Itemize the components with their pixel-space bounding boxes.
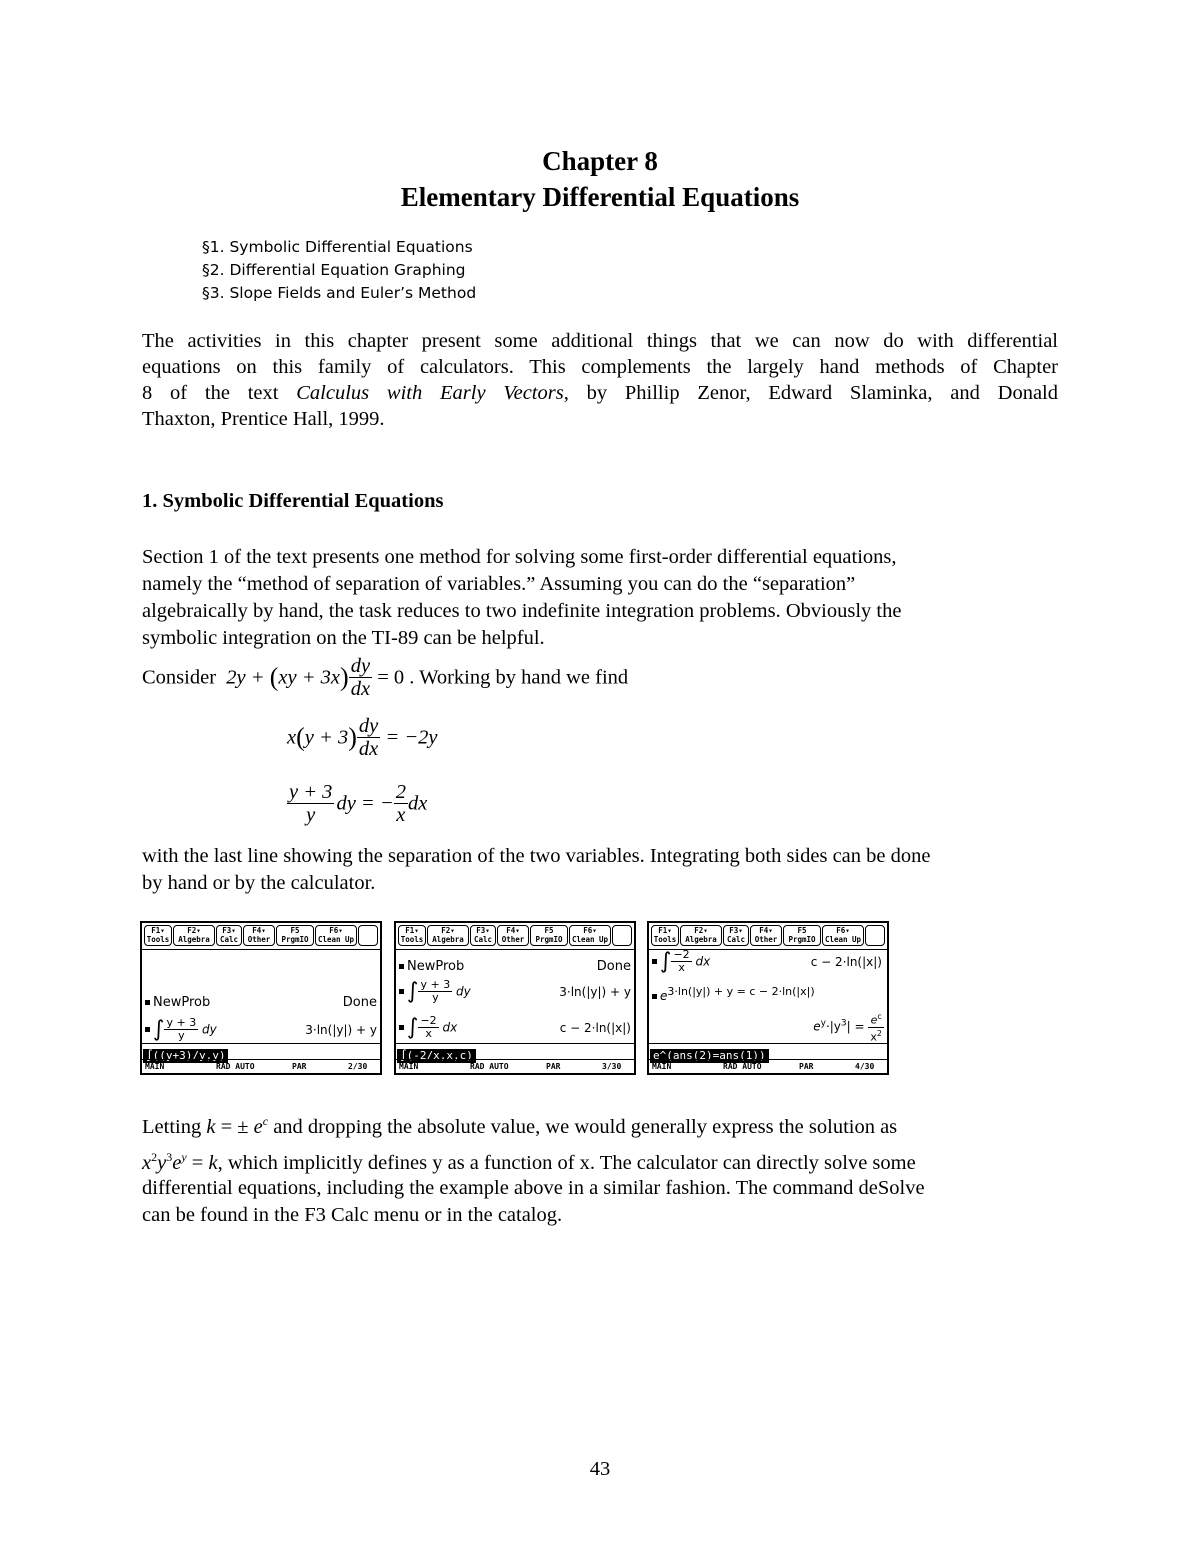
after-eq-line-2: by hand or by the calculator. bbox=[142, 872, 376, 894]
intro-line-2: equations on this family of calculators. This complements the largely hand methods of Chapter bbox=[142, 356, 1058, 378]
f5-key[interactable]: F5 PrgmIO bbox=[783, 925, 821, 946]
section-p1-line-4: symbolic integration on the TI-89 can be helpful. bbox=[142, 627, 545, 649]
section-p1-line-2: namely the “method of separation of variables.” Assuming you can do the “separation” bbox=[142, 573, 856, 595]
f5-key[interactable]: F5 PrgmIO bbox=[276, 925, 314, 946]
history-row-1: NewProb Done bbox=[399, 959, 631, 974]
status-bar: MAIN RAD AUTO PAR 4/30 bbox=[649, 1059, 887, 1073]
intro-line-3: 8 of the text Calculus with Early Vectors, by Phillip Zenor, Edward Slaminka, and Donald bbox=[142, 382, 1058, 404]
f7-key[interactable] bbox=[865, 925, 885, 946]
f2-key[interactable]: F2▾ Algebra bbox=[427, 925, 469, 946]
final-p-line-1: Letting k = ± $e^c$ and dropping the absolute value, we would generally express the solution as bbox=[142, 1114, 898, 1138]
final-p-line-4: can be found in the F3 Calc menu or in the catalog. bbox=[142, 1204, 563, 1226]
toc-item-1: §1. Symbolic Differential Equations bbox=[202, 238, 473, 256]
status-bar: MAIN RAD AUTO PAR 3/30 bbox=[396, 1059, 634, 1073]
f6-key[interactable]: F6▾ Clean Up bbox=[569, 925, 611, 946]
f3-key[interactable]: F3▾ Calc bbox=[723, 925, 749, 946]
section-p1-line-1: Section 1 of the text presents one method for solving some first-order differential equations, bbox=[142, 546, 897, 568]
f1-key[interactable]: F1▾ Tools bbox=[398, 925, 426, 946]
f3-key[interactable]: F3▾ Calc bbox=[216, 925, 242, 946]
final-p-line-3: differential equations, including the example above in a similar fashion. The command deSolve bbox=[142, 1177, 925, 1199]
history-row-2: ∫ $\frac{y + 3}{y}$ dy 3·ln(|y|) + y bbox=[399, 979, 631, 1004]
f6-key[interactable]: F6▾ Clean Up bbox=[315, 925, 357, 946]
final-p-line-2: $x^2y^3e^y = k$, which implicitly defines y as a function of x. The calculator can directly solve some bbox=[142, 1150, 916, 1174]
f7-key[interactable] bbox=[612, 925, 632, 946]
f2-key[interactable]: F2▾ Algebra bbox=[680, 925, 722, 946]
equation-1: x(y + 3) $\frac{dy}{dx}$ = −2y bbox=[287, 715, 438, 760]
calc-toolbar bbox=[649, 923, 887, 950]
intro-line-1: The activities in this chapter present some additional things that we can now do with differential bbox=[142, 330, 1058, 352]
consider-line: Consider 2y + (xy + 3x) $\frac{dy}{dx}$ = 0 . Working by hand we find bbox=[142, 655, 629, 700]
f4-key[interactable]: F4▾ Other bbox=[750, 925, 782, 946]
entry-line[interactable]: ∫((y+3)/y,y) bbox=[142, 1043, 380, 1059]
entry-line[interactable]: ∫(-2/x,x,c) bbox=[396, 1043, 634, 1059]
chapter-title: Elementary Differential Equations bbox=[400, 182, 800, 212]
book-title: Calculus with Early Vectors bbox=[296, 382, 564, 404]
f7-key[interactable] bbox=[358, 925, 378, 946]
dydx-fraction: $\frac{dy}{dx}$ bbox=[350, 655, 371, 700]
history-row-3: ∫ $\frac{-2}{x}$ dx c − 2·ln(|x|) bbox=[399, 1015, 631, 1040]
f4-key[interactable]: F4▾ Other bbox=[497, 925, 529, 946]
calc-toolbar bbox=[396, 923, 634, 950]
history-row-2: $e^{3\cdot ln(|y|) + y = c - 2\cdot ln(|x|)}$ bbox=[652, 985, 884, 1003]
status-bar: MAIN RAD AUTO PAR 2/30 bbox=[142, 1059, 380, 1073]
entry-line[interactable]: e^(ans(2)=ans(1)) bbox=[649, 1043, 887, 1059]
history-row-1: ∫ $\frac{-2}{x}$ dx c − 2·ln(|x|) bbox=[652, 949, 884, 974]
history-row-1: NewProb Done bbox=[145, 995, 377, 1010]
f4-key[interactable]: F4▾ Other bbox=[243, 925, 275, 946]
equation-2: $\frac{y + 3}{y}$ dy = − $\frac{2}{x}$ dx bbox=[289, 781, 428, 826]
f3-key[interactable]: F3▾ Calc bbox=[470, 925, 496, 946]
after-eq-line-1: with the last line showing the separation of the two variables. Integrating both sides can be done bbox=[142, 845, 931, 867]
f5-key[interactable]: F5 PrgmIO bbox=[530, 925, 568, 946]
calculator-screen-2 bbox=[394, 921, 636, 1075]
section-p1-line-3: algebraically by hand, the task reduces to two indefinite integration problems. Obviously the bbox=[142, 600, 902, 622]
toc-item-2: §2. Differential Equation Graphing bbox=[202, 261, 466, 279]
page-number: 43 bbox=[589, 1458, 611, 1480]
history-row-3: $e^y\cdot|y^3|$ = $\frac{e^c}{x^2}$ bbox=[813, 1012, 882, 1044]
calc-toolbar bbox=[142, 923, 380, 950]
section-heading: 1. Symbolic Differential Equations bbox=[142, 490, 444, 512]
f2-key[interactable]: F2▾ Algebra bbox=[173, 925, 215, 946]
toc-item-3: §3. Slope Fields and Euler’s Method bbox=[202, 284, 477, 302]
intro-line-4: Thaxton, Prentice Hall, 1999. bbox=[142, 408, 385, 430]
f6-key[interactable]: F6▾ Clean Up bbox=[822, 925, 864, 946]
calculator-screen-1 bbox=[140, 921, 382, 1075]
f1-key[interactable]: F1▾ Tools bbox=[144, 925, 172, 946]
calculator-screen-3 bbox=[647, 921, 889, 1075]
chapter-number: Chapter 8 bbox=[542, 146, 658, 176]
f1-key[interactable]: F1▾ Tools bbox=[651, 925, 679, 946]
history-row-2: ∫ $\frac{y + 3}{y}$ dy 3·ln(|y|) + y bbox=[145, 1017, 377, 1042]
